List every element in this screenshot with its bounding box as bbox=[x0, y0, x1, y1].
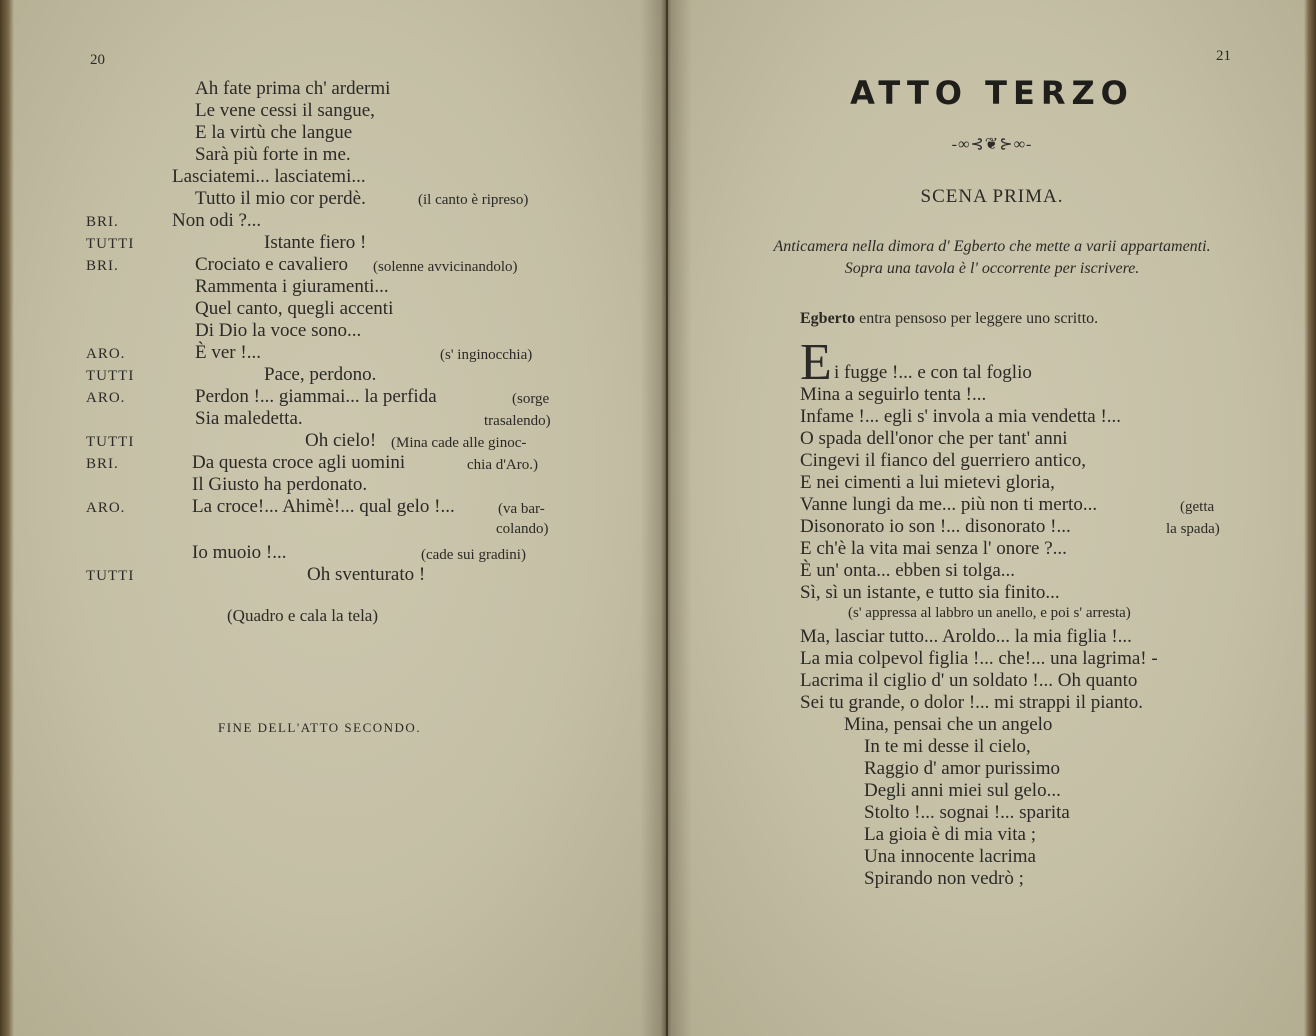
verse-line: La mia colpevol figlia !... che!... una lagrima! - bbox=[800, 648, 1158, 669]
verse-line: i fugge !... e con tal foglio bbox=[834, 362, 1032, 383]
stage-note: (cade sui gradini) bbox=[421, 547, 526, 563]
speaker-label: BRI. bbox=[86, 456, 119, 472]
page-number: 21 bbox=[1216, 48, 1231, 64]
scene-title: SCENA PRIMA. bbox=[920, 186, 1064, 207]
verse-line: O spada dell'onor che per tant' anni bbox=[800, 428, 1068, 449]
verse-line: Ah fate prima ch' ardermi bbox=[195, 78, 391, 99]
character-name: Egberto bbox=[800, 310, 856, 327]
verse-line: Sia maledetta. bbox=[195, 408, 303, 429]
stage-note: (getta bbox=[1180, 499, 1215, 515]
verse-line: Sì, sì un istante, e tutto sia finito... bbox=[800, 582, 1060, 603]
verse-line: Crociato e cavaliero bbox=[195, 254, 348, 275]
act-title: ATTO TERZO bbox=[850, 74, 1134, 112]
speaker-label: BRI. bbox=[86, 214, 119, 230]
end-of-act: FINE DELL'ATTO SECONDO. bbox=[218, 720, 422, 735]
aria-line: Stolto !... sognai !... sparita bbox=[864, 802, 1070, 823]
stage-note: (solenne avvicinandolo) bbox=[373, 259, 518, 275]
aria-line: La gioia è di mia vita ; bbox=[864, 824, 1037, 845]
verse-line: Oh sventurato ! bbox=[307, 564, 426, 585]
verse-line: E la virtù che langue bbox=[195, 122, 353, 143]
speaker-label: ARO. bbox=[86, 500, 126, 516]
verse-line: Sarà più forte in me. bbox=[195, 144, 351, 165]
verse-line: Di Dio la voce sono... bbox=[195, 320, 362, 341]
verse-line: Cingevi il fianco del guerriero antico, bbox=[800, 450, 1086, 471]
verse-line: Da questa croce agli uomini bbox=[192, 452, 406, 473]
verse-line: È ver !... bbox=[195, 342, 261, 363]
entrance-direction bbox=[800, 308, 1098, 330]
speaker-label: TUTTI bbox=[86, 434, 135, 450]
verse-line: Non odi ?... bbox=[172, 210, 262, 231]
verse-line: Oh cielo! bbox=[305, 430, 377, 451]
speaker-label: TUTTI bbox=[86, 368, 135, 384]
stage-note: (Mina cade alle ginoc- bbox=[391, 435, 527, 451]
stage-note: (s' appressa al labbro un anello, e poi s' arresta) bbox=[848, 605, 1131, 621]
verse-line: Tutto il mio cor perdè. bbox=[195, 188, 366, 209]
closing-direction: (Quadro e cala la tela) bbox=[227, 606, 379, 625]
verse-line: Perdon !... giammai... la perfida bbox=[195, 386, 437, 407]
aria-line: Degli anni miei sul gelo... bbox=[864, 780, 1061, 801]
verse-line: Pace, perdono. bbox=[264, 364, 377, 385]
verse-line: Sei tu grande, o dolor !... mi strappi il pianto. bbox=[800, 692, 1144, 713]
aria-line: In te mi desse il cielo, bbox=[864, 736, 1031, 757]
left-page-edge bbox=[0, 0, 14, 1036]
stage-note: (va bar- bbox=[498, 501, 545, 517]
right-page bbox=[668, 0, 1316, 1036]
verse-line: Istante fiero ! bbox=[264, 232, 367, 253]
verse-line: E nei cimenti a lui mietevi gloria, bbox=[800, 472, 1055, 493]
page-number: 20 bbox=[90, 52, 105, 68]
aria-line: Raggio d' amor purissimo bbox=[864, 758, 1061, 779]
verse-line: Lasciatemi... lasciatemi... bbox=[172, 166, 366, 187]
speaker-label: TUTTI bbox=[86, 568, 135, 584]
verse-line: Quel canto, quegli accenti bbox=[195, 298, 394, 319]
verse-line: Lacrima il ciglio d' un soldato !... Oh quanto bbox=[800, 670, 1138, 691]
stage-note: trasalendo) bbox=[484, 413, 551, 429]
verse-line: Rammenta i giuramenti... bbox=[195, 276, 389, 297]
stage-direction: Anticamera nella dimora d' Egberto che mette a varii appartamenti. bbox=[773, 238, 1211, 255]
speaker-label: ARO. bbox=[86, 346, 126, 362]
right-page-edge bbox=[1304, 0, 1316, 1036]
stage-note: chia d'Aro.) bbox=[467, 457, 539, 473]
aria-line: Mina, pensai che un angelo bbox=[844, 714, 1053, 735]
stage-note: (sorge bbox=[512, 391, 550, 407]
speaker-label: TUTTI bbox=[86, 236, 135, 252]
stage-note: (il canto è ripreso) bbox=[418, 192, 529, 208]
stage-note: la spada) bbox=[1166, 521, 1220, 537]
speaker-label: BRI. bbox=[86, 258, 119, 274]
verse-line: E ch'è la vita mai senza l' onore ?... bbox=[800, 538, 1067, 559]
verse-line: Disonorato io son !... disonorato !... bbox=[800, 516, 1071, 537]
verse-line: La croce!... Ahimè!... qual gelo !... bbox=[192, 496, 455, 517]
verse-line: Vanne lungi da me... più non ti merto... bbox=[800, 494, 1098, 515]
verse-line: Mina a seguirlo tenta !... bbox=[800, 384, 987, 405]
verse-line: È un' onta... ebben si tolga... bbox=[800, 560, 1016, 581]
stage-note: (s' inginocchia) bbox=[440, 347, 533, 363]
ornament-divider: -∞⊰❦⊱∞- bbox=[951, 136, 1033, 153]
stage-direction: Sopra una tavola è l' occorrente per iscrivere. bbox=[844, 260, 1140, 277]
entrance-text: entra pensoso per leggere uno scritto. bbox=[859, 310, 1099, 327]
speaker-label: ARO. bbox=[86, 390, 126, 406]
verse-line: Infame !... egli s' invola a mia vendetta !... bbox=[800, 406, 1122, 427]
drop-cap: E bbox=[800, 334, 832, 391]
verse-line: Ma, lasciar tutto... Aroldo... la mia figlia !... bbox=[800, 626, 1132, 647]
verse-line: Le vene cessi il sangue, bbox=[195, 100, 375, 121]
aria-line: Una innocente lacrima bbox=[864, 846, 1036, 867]
verse-line: Io muoio !... bbox=[192, 542, 287, 563]
stage-note: colando) bbox=[496, 521, 549, 537]
aria-line: Spirando non vedrò ; bbox=[864, 868, 1024, 889]
verse-line: Il Giusto ha perdonato. bbox=[192, 474, 368, 495]
